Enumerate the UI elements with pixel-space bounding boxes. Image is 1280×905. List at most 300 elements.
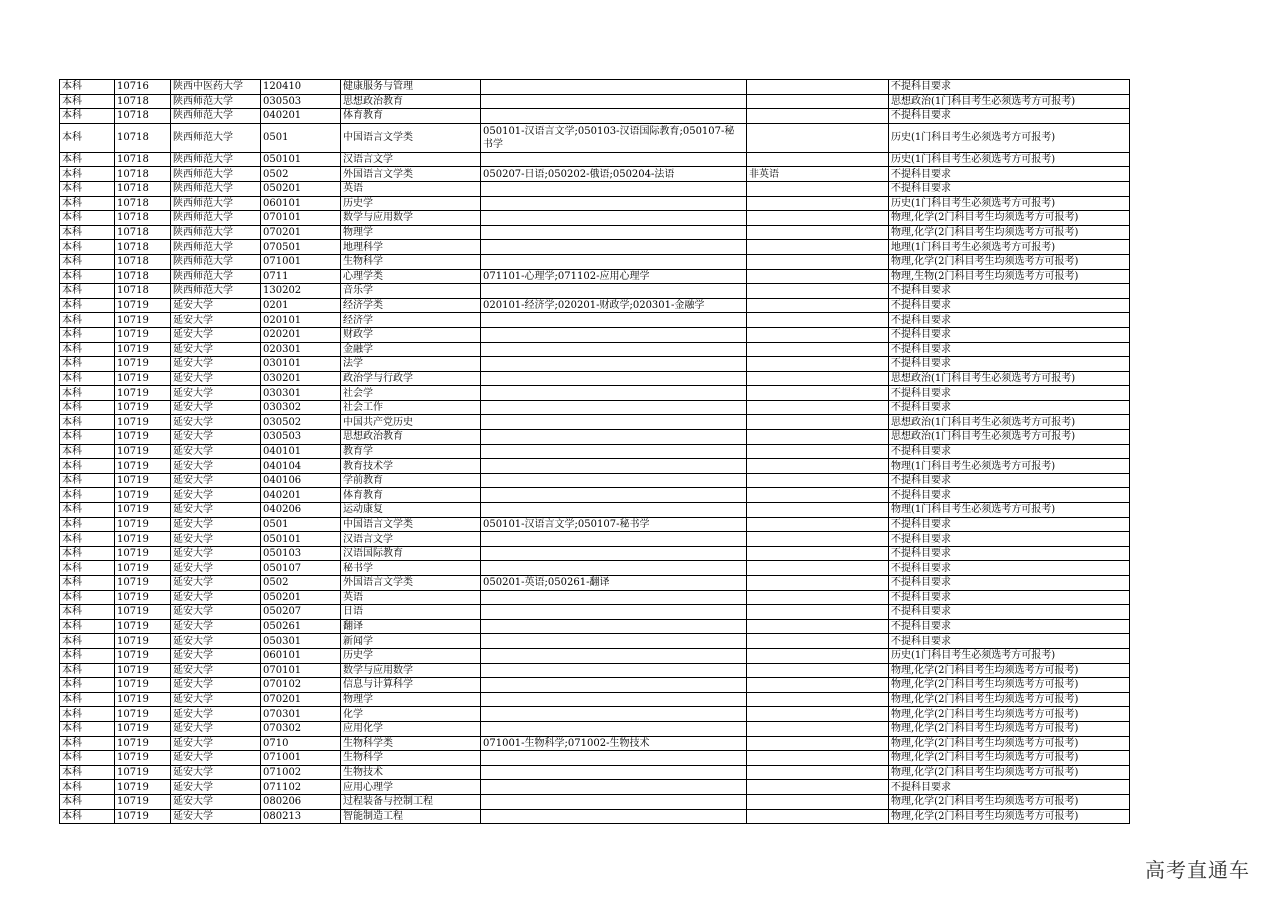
note-cell	[747, 430, 889, 445]
level-cell: 本科	[60, 94, 115, 109]
major-code-cell: 071002	[261, 765, 341, 780]
school-name-cell: 陕西师范大学	[171, 225, 261, 240]
note-cell	[747, 503, 889, 518]
note-cell	[747, 94, 889, 109]
school-code-cell: 10719	[115, 327, 171, 342]
school-code-cell: 10719	[115, 721, 171, 736]
major-name-cell: 运动康复	[341, 503, 481, 518]
watermark: 高考直通车	[1145, 858, 1250, 882]
subject-requirement-cell: 物理,化学(2门科目考生均须选考方可报考)	[889, 721, 1130, 736]
school-name-cell: 陕西师范大学	[171, 94, 261, 109]
school-name-cell: 陕西师范大学	[171, 109, 261, 124]
level-cell: 本科	[60, 313, 115, 328]
school-code-cell: 10718	[115, 254, 171, 269]
school-name-cell: 延安大学	[171, 517, 261, 532]
level-cell: 本科	[60, 605, 115, 620]
school-code-cell: 10719	[115, 751, 171, 766]
subject-requirement-cell: 不提科目要求	[889, 342, 1130, 357]
school-code-cell: 10718	[115, 109, 171, 124]
school-name-cell: 延安大学	[171, 619, 261, 634]
subject-requirement-cell: 历史(1门科目考生必须选考方可报考)	[889, 123, 1130, 152]
school-code-cell: 10719	[115, 619, 171, 634]
table-row	[60, 298, 1130, 313]
subject-requirement-cell: 不提科目要求	[889, 576, 1130, 591]
subject-requirement-cell: 不提科目要求	[889, 590, 1130, 605]
major-code-cell: 050207	[261, 605, 341, 620]
table-row	[60, 196, 1130, 211]
subject-requirement-cell: 不提科目要求	[889, 313, 1130, 328]
school-name-cell: 延安大学	[171, 648, 261, 663]
major-name-cell: 政治学与行政学	[341, 371, 481, 386]
major-name-cell: 学前教育	[341, 473, 481, 488]
major-code-cell: 050301	[261, 634, 341, 649]
table-row	[60, 94, 1130, 109]
included-majors-cell	[481, 561, 747, 576]
level-cell: 本科	[60, 576, 115, 591]
major-code-cell: 030302	[261, 400, 341, 415]
included-majors-cell	[481, 225, 747, 240]
school-code-cell: 10718	[115, 196, 171, 211]
school-code-cell: 10719	[115, 590, 171, 605]
level-cell: 本科	[60, 809, 115, 824]
note-cell	[747, 327, 889, 342]
major-code-cell: 050107	[261, 561, 341, 576]
level-cell: 本科	[60, 488, 115, 503]
level-cell: 本科	[60, 590, 115, 605]
major-code-cell: 0502	[261, 576, 341, 591]
level-cell: 本科	[60, 298, 115, 313]
school-code-cell: 10719	[115, 488, 171, 503]
subject-requirement-cell: 不提科目要求	[889, 444, 1130, 459]
included-majors-cell	[481, 503, 747, 518]
school-code-cell: 10719	[115, 357, 171, 372]
school-code-cell: 10719	[115, 386, 171, 401]
major-name-cell: 汉语言文学	[341, 152, 481, 167]
major-name-cell: 经济学	[341, 313, 481, 328]
school-name-cell: 陕西师范大学	[171, 196, 261, 211]
included-majors-cell	[481, 386, 747, 401]
level-cell: 本科	[60, 400, 115, 415]
table-row	[60, 371, 1130, 386]
subject-requirement-cell: 物理,化学(2门科目考生均须选考方可报考)	[889, 765, 1130, 780]
school-code-cell: 10719	[115, 503, 171, 518]
major-code-cell: 040201	[261, 109, 341, 124]
included-majors-cell	[481, 473, 747, 488]
included-majors-cell	[481, 678, 747, 693]
subject-requirement-cell: 物理,化学(2门科目考生均须选考方可报考)	[889, 225, 1130, 240]
school-code-cell: 10719	[115, 794, 171, 809]
included-majors-cell	[481, 181, 747, 196]
level-cell: 本科	[60, 532, 115, 547]
level-cell: 本科	[60, 663, 115, 678]
school-name-cell: 延安大学	[171, 561, 261, 576]
school-code-cell: 10719	[115, 692, 171, 707]
table-row	[60, 459, 1130, 474]
school-code-cell: 10719	[115, 342, 171, 357]
subject-requirement-cell: 物理,化学(2门科目考生均须选考方可报考)	[889, 254, 1130, 269]
school-name-cell: 陕西师范大学	[171, 254, 261, 269]
subject-requirement-cell: 物理(1门科目考生必须选考方可报考)	[889, 459, 1130, 474]
major-name-cell: 外国语言文学类	[341, 167, 481, 182]
subject-requirement-cell: 不提科目要求	[889, 619, 1130, 634]
school-name-cell: 延安大学	[171, 707, 261, 722]
note-cell	[747, 546, 889, 561]
major-code-cell: 040101	[261, 444, 341, 459]
school-code-cell: 10718	[115, 225, 171, 240]
included-majors-cell: 071001-生物科学;071002-生物技术	[481, 736, 747, 751]
table-row	[60, 357, 1130, 372]
table-row	[60, 663, 1130, 678]
included-majors-cell	[481, 590, 747, 605]
note-cell	[747, 473, 889, 488]
major-name-cell: 英语	[341, 590, 481, 605]
school-code-cell: 10718	[115, 211, 171, 226]
subject-requirement-cell: 物理,化学(2门科目考生均须选考方可报考)	[889, 692, 1130, 707]
major-code-cell: 0502	[261, 167, 341, 182]
level-cell: 本科	[60, 561, 115, 576]
table-row	[60, 532, 1130, 547]
major-name-cell: 翻译	[341, 619, 481, 634]
table-row	[60, 780, 1130, 795]
note-cell	[747, 634, 889, 649]
table-row	[60, 400, 1130, 415]
table-row	[60, 751, 1130, 766]
subject-requirement-cell: 物理,化学(2门科目考生均须选考方可报考)	[889, 736, 1130, 751]
subject-requirement-cell: 不提科目要求	[889, 284, 1130, 299]
table-row	[60, 327, 1130, 342]
major-code-cell: 070301	[261, 707, 341, 722]
level-cell: 本科	[60, 444, 115, 459]
note-cell	[747, 400, 889, 415]
level-cell: 本科	[60, 357, 115, 372]
school-code-cell: 10719	[115, 765, 171, 780]
major-name-cell: 地理科学	[341, 240, 481, 255]
school-code-cell: 10718	[115, 152, 171, 167]
subject-requirement-cell: 不提科目要求	[889, 634, 1130, 649]
included-majors-cell	[481, 459, 747, 474]
included-majors-cell	[481, 284, 747, 299]
subject-requirement-cell: 不提科目要求	[889, 167, 1130, 182]
school-name-cell: 延安大学	[171, 576, 261, 591]
included-majors-cell	[481, 313, 747, 328]
included-majors-cell	[481, 109, 747, 124]
subject-requirement-cell: 物理,化学(2门科目考生均须选考方可报考)	[889, 663, 1130, 678]
included-majors-cell	[481, 400, 747, 415]
note-cell	[747, 240, 889, 255]
subject-requirement-cell: 不提科目要求	[889, 386, 1130, 401]
school-code-cell: 10719	[115, 648, 171, 663]
note-cell	[747, 211, 889, 226]
subject-requirement-cell: 物理,化学(2门科目考生均须选考方可报考)	[889, 707, 1130, 722]
major-code-cell: 0501	[261, 517, 341, 532]
school-code-cell: 10719	[115, 473, 171, 488]
note-cell	[747, 619, 889, 634]
included-majors-cell	[481, 327, 747, 342]
school-name-cell: 陕西师范大学	[171, 167, 261, 182]
level-cell: 本科	[60, 80, 115, 95]
level-cell: 本科	[60, 648, 115, 663]
table-row	[60, 809, 1130, 824]
major-name-cell: 社会工作	[341, 400, 481, 415]
included-majors-cell	[481, 532, 747, 547]
included-majors-cell	[481, 80, 747, 95]
major-name-cell: 中国语言文学类	[341, 517, 481, 532]
level-cell: 本科	[60, 152, 115, 167]
level-cell: 本科	[60, 736, 115, 751]
school-code-cell: 10719	[115, 546, 171, 561]
note-cell	[747, 736, 889, 751]
note-cell	[747, 590, 889, 605]
major-code-cell: 050103	[261, 546, 341, 561]
note-cell	[747, 298, 889, 313]
level-cell: 本科	[60, 459, 115, 474]
table-row	[60, 648, 1130, 663]
major-code-cell: 0501	[261, 123, 341, 152]
school-code-cell: 10719	[115, 371, 171, 386]
major-name-cell: 汉语国际教育	[341, 546, 481, 561]
table-row	[60, 721, 1130, 736]
major-code-cell: 020301	[261, 342, 341, 357]
note-cell	[747, 80, 889, 95]
subject-requirement-cell: 物理,化学(2门科目考生均须选考方可报考)	[889, 678, 1130, 693]
level-cell: 本科	[60, 269, 115, 284]
subject-requirement-cell: 思想政治(1门科目考生必须选考方可报考)	[889, 94, 1130, 109]
major-name-cell: 生物科学	[341, 751, 481, 766]
table-body	[60, 80, 1130, 824]
note-cell	[747, 225, 889, 240]
table-row	[60, 430, 1130, 445]
table-row	[60, 109, 1130, 124]
major-code-cell: 040206	[261, 503, 341, 518]
major-name-cell: 应用心理学	[341, 780, 481, 795]
note-cell	[747, 284, 889, 299]
level-cell: 本科	[60, 473, 115, 488]
included-majors-cell: 050101-汉语言文学;050107-秘书学	[481, 517, 747, 532]
major-code-cell: 070201	[261, 692, 341, 707]
included-majors-cell	[481, 780, 747, 795]
major-name-cell: 数学与应用数学	[341, 211, 481, 226]
level-cell: 本科	[60, 123, 115, 152]
major-code-cell: 040106	[261, 473, 341, 488]
major-code-cell: 070101	[261, 211, 341, 226]
note-cell	[747, 371, 889, 386]
note-cell	[747, 517, 889, 532]
school-code-cell: 10718	[115, 269, 171, 284]
subject-requirement-cell: 不提科目要求	[889, 605, 1130, 620]
major-code-cell: 080213	[261, 809, 341, 824]
subject-requirement-cell: 不提科目要求	[889, 181, 1130, 196]
major-code-cell: 020101	[261, 313, 341, 328]
subject-requirement-cell: 思想政治(1门科目考生必须选考方可报考)	[889, 371, 1130, 386]
level-cell: 本科	[60, 619, 115, 634]
note-cell	[747, 721, 889, 736]
note-cell	[747, 707, 889, 722]
table-row	[60, 707, 1130, 722]
table-row	[60, 546, 1130, 561]
table-row	[60, 678, 1130, 693]
major-name-cell: 生物技术	[341, 765, 481, 780]
major-code-cell: 030503	[261, 94, 341, 109]
school-code-cell: 10719	[115, 663, 171, 678]
table-row	[60, 736, 1130, 751]
major-code-cell: 050101	[261, 532, 341, 547]
major-code-cell: 070201	[261, 225, 341, 240]
subject-requirement-cell: 不提科目要求	[889, 561, 1130, 576]
table-row	[60, 181, 1130, 196]
school-code-cell: 10716	[115, 80, 171, 95]
school-code-cell: 10718	[115, 284, 171, 299]
major-code-cell: 070302	[261, 721, 341, 736]
level-cell: 本科	[60, 707, 115, 722]
subject-requirement-cell: 物理,化学(2门科目考生均须选考方可报考)	[889, 794, 1130, 809]
table-row	[60, 284, 1130, 299]
major-name-cell: 金融学	[341, 342, 481, 357]
table-row	[60, 211, 1130, 226]
level-cell: 本科	[60, 546, 115, 561]
school-name-cell: 延安大学	[171, 298, 261, 313]
note-cell	[747, 648, 889, 663]
table-row	[60, 444, 1130, 459]
table-row	[60, 692, 1130, 707]
major-name-cell: 生物科学类	[341, 736, 481, 751]
note-cell	[747, 123, 889, 152]
included-majors-cell	[481, 211, 747, 226]
major-name-cell: 数学与应用数学	[341, 663, 481, 678]
included-majors-cell: 050101-汉语言文学;050103-汉语国际教育;050107-秘书学	[481, 123, 747, 152]
school-code-cell: 10719	[115, 400, 171, 415]
school-name-cell: 陕西师范大学	[171, 269, 261, 284]
note-cell	[747, 561, 889, 576]
included-majors-cell	[481, 488, 747, 503]
subject-requirement-cell: 历史(1门科目考生必须选考方可报考)	[889, 152, 1130, 167]
major-name-cell: 思想政治教育	[341, 94, 481, 109]
school-code-cell: 10719	[115, 313, 171, 328]
subject-requirement-cell: 地理(1门科目考生必须选考方可报考)	[889, 240, 1130, 255]
school-code-cell: 10718	[115, 123, 171, 152]
school-name-cell: 延安大学	[171, 663, 261, 678]
note-cell	[747, 678, 889, 693]
major-name-cell: 心理学类	[341, 269, 481, 284]
school-code-cell: 10718	[115, 240, 171, 255]
school-code-cell: 10719	[115, 459, 171, 474]
school-name-cell: 延安大学	[171, 459, 261, 474]
major-code-cell: 070501	[261, 240, 341, 255]
school-code-cell: 10719	[115, 430, 171, 445]
school-name-cell: 延安大学	[171, 386, 261, 401]
subject-requirement-cell: 物理(1门科目考生必须选考方可报考)	[889, 503, 1130, 518]
school-code-cell: 10719	[115, 634, 171, 649]
level-cell: 本科	[60, 517, 115, 532]
level-cell: 本科	[60, 751, 115, 766]
subject-requirement-cell: 物理,生物(2门科目考生均须选考方可报考)	[889, 269, 1130, 284]
major-code-cell: 070101	[261, 663, 341, 678]
included-majors-cell	[481, 546, 747, 561]
major-name-cell: 智能制造工程	[341, 809, 481, 824]
major-name-cell: 思想政治教育	[341, 430, 481, 445]
school-code-cell: 10719	[115, 561, 171, 576]
major-name-cell: 英语	[341, 181, 481, 196]
note-cell	[747, 532, 889, 547]
school-name-cell: 延安大学	[171, 400, 261, 415]
subject-requirement-cell: 不提科目要求	[889, 327, 1130, 342]
major-name-cell: 历史学	[341, 196, 481, 211]
major-name-cell: 健康服务与管理	[341, 80, 481, 95]
subject-requirement-cell: 不提科目要求	[889, 780, 1130, 795]
major-name-cell: 外国语言文学类	[341, 576, 481, 591]
school-name-cell: 延安大学	[171, 809, 261, 824]
table-row	[60, 254, 1130, 269]
level-cell: 本科	[60, 371, 115, 386]
school-code-cell: 10719	[115, 415, 171, 430]
table-row	[60, 765, 1130, 780]
school-name-cell: 延安大学	[171, 415, 261, 430]
school-name-cell: 延安大学	[171, 313, 261, 328]
table-row	[60, 415, 1130, 430]
subject-requirement-cell: 不提科目要求	[889, 298, 1130, 313]
level-cell: 本科	[60, 503, 115, 518]
school-name-cell: 延安大学	[171, 371, 261, 386]
major-name-cell: 汉语言文学	[341, 532, 481, 547]
school-code-cell: 10719	[115, 707, 171, 722]
subject-requirement-cell: 思想政治(1门科目考生必须选考方可报考)	[889, 430, 1130, 445]
major-code-cell: 071001	[261, 751, 341, 766]
school-name-cell: 陕西师范大学	[171, 152, 261, 167]
table-row	[60, 240, 1130, 255]
major-name-cell: 经济学类	[341, 298, 481, 313]
included-majors-cell	[481, 430, 747, 445]
table-row	[60, 576, 1130, 591]
major-code-cell: 0710	[261, 736, 341, 751]
included-majors-cell	[481, 342, 747, 357]
school-name-cell: 延安大学	[171, 605, 261, 620]
major-code-cell: 030201	[261, 371, 341, 386]
level-cell: 本科	[60, 765, 115, 780]
school-code-cell: 10719	[115, 576, 171, 591]
subject-requirement-cell: 思想政治(1门科目考生必须选考方可报考)	[889, 415, 1130, 430]
subject-requirement-cell: 不提科目要求	[889, 517, 1130, 532]
major-name-cell: 中国共产党历史	[341, 415, 481, 430]
major-code-cell: 030101	[261, 357, 341, 372]
note-cell	[747, 692, 889, 707]
included-majors-cell	[481, 809, 747, 824]
school-name-cell: 延安大学	[171, 546, 261, 561]
table-row	[60, 590, 1130, 605]
major-name-cell: 财政学	[341, 327, 481, 342]
school-name-cell: 延安大学	[171, 503, 261, 518]
included-majors-cell	[481, 196, 747, 211]
major-name-cell: 历史学	[341, 648, 481, 663]
included-majors-cell	[481, 751, 747, 766]
school-name-cell: 延安大学	[171, 780, 261, 795]
note-cell	[747, 780, 889, 795]
major-code-cell: 080206	[261, 794, 341, 809]
included-majors-cell	[481, 444, 747, 459]
major-name-cell: 生物科学	[341, 254, 481, 269]
level-cell: 本科	[60, 780, 115, 795]
note-cell	[747, 576, 889, 591]
subject-requirement-cell: 历史(1门科目考生必须选考方可报考)	[889, 196, 1130, 211]
major-name-cell: 教育学	[341, 444, 481, 459]
table-row	[60, 503, 1130, 518]
included-majors-cell	[481, 707, 747, 722]
school-name-cell: 延安大学	[171, 532, 261, 547]
school-name-cell: 延安大学	[171, 751, 261, 766]
note-cell	[747, 459, 889, 474]
included-majors-cell	[481, 619, 747, 634]
note-cell: 非英语	[747, 167, 889, 182]
school-code-cell: 10719	[115, 678, 171, 693]
table-row	[60, 794, 1130, 809]
